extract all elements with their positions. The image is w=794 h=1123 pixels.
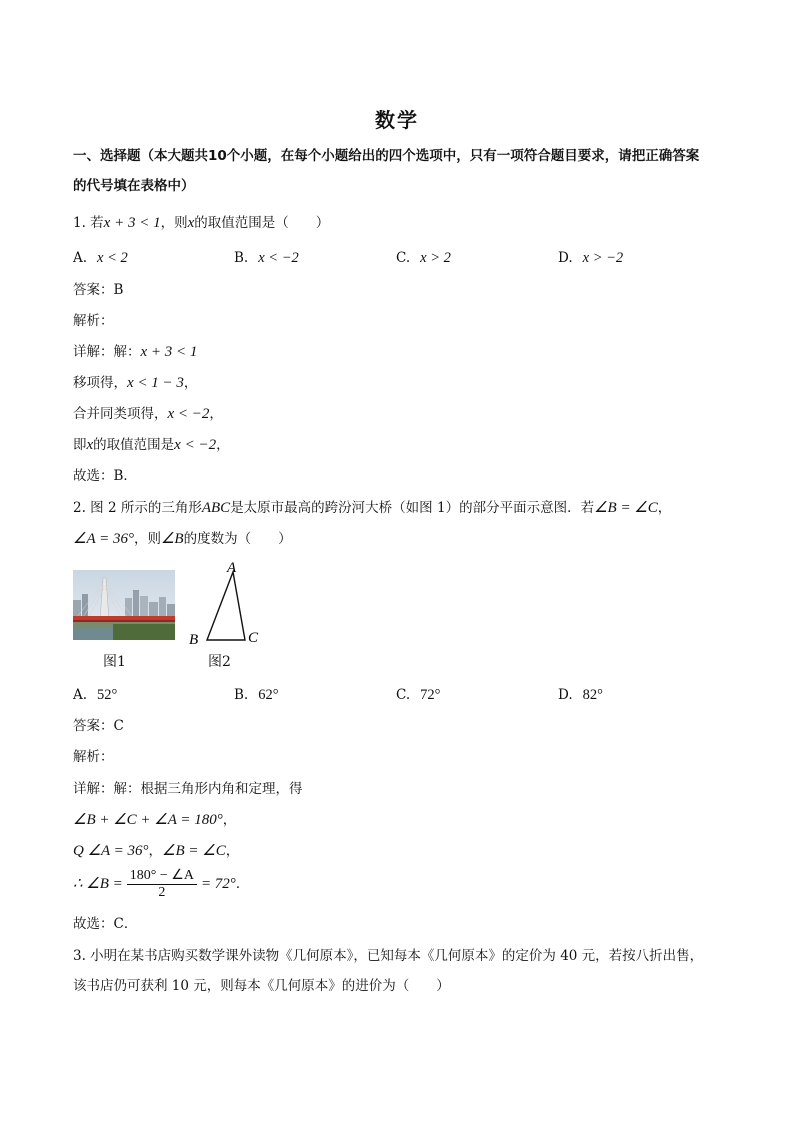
q1-option-c: C. x > 2 — [396, 250, 451, 266]
q1-step-1: 详解：解：x + 3 < 1 — [73, 344, 198, 360]
q1-option-b: B. x < −2 — [234, 250, 299, 266]
vertex-c-label: C — [248, 630, 259, 646]
question-3-stem-line2: 该书店仍可获利 10 元，则每本《几何原本》的进价为（ ） — [73, 978, 450, 994]
triangle-shape — [207, 572, 245, 640]
q1-choice: 故选：B． — [73, 468, 137, 484]
q2-option-c: C. 72° — [396, 687, 441, 703]
q2-option-b: B. 62° — [234, 687, 279, 703]
q1-option-d: D. x > −2 — [558, 250, 624, 266]
fraction: $\frac{180^\circ - \angle A}{2}$ — [127, 868, 197, 901]
section-heading-line1: 一、选择题（本大题共10个小题，在每个小题给出的四个选项中，只有一项符合题目要求，请把正确答案 — [73, 148, 700, 164]
q2-choice: 故选：C． — [73, 916, 138, 932]
bridge-photo — [73, 570, 175, 640]
q2-option-a: A. 52° — [73, 687, 118, 703]
triangle-abc-figure — [185, 558, 275, 650]
q1-answer: 答案：B — [73, 282, 124, 298]
vertex-b-label: B — [189, 632, 199, 648]
question-1-stem: 1. 若x + 3 < 1，则x的取值范围是（ ） — [73, 215, 330, 231]
q1-step-3: 合并同类项得，x < −2， — [73, 406, 223, 422]
q1-analysis-label: 解析： — [73, 313, 114, 329]
question-2-stem-line1: 2. 图 2 所示的三角形ABC是太原市最高的跨汾河大桥（如图 1）的部分平面示意图．若∠B = ∠C， — [73, 500, 672, 516]
q1-step-2: 移项得，x < 1 − 3， — [73, 375, 198, 391]
question-3-stem-line1: 3. 小明在某书店购买数学课外读物《几何原本》，已知每本《几何原本》的定价为 40 元，若按八折出售， — [73, 948, 704, 964]
q1-option-a: A. x < 2 — [73, 250, 128, 266]
q2-option-d: D. 82° — [558, 687, 603, 703]
question-2-stem-line2: ∠A = 36°，则∠B的度数为（ ） — [73, 531, 292, 547]
q2-answer: 答案：C — [73, 718, 124, 734]
vertex-a-label: A — [227, 560, 237, 576]
figure-2-caption: 图2 — [208, 654, 231, 670]
q2-step-4: ∴ ∠B = $\frac{180^\circ - \angle A}{2}$ = 72°． — [73, 868, 250, 900]
q2-analysis-label: 解析： — [73, 749, 114, 765]
q2-step-2: ∠B + ∠C + ∠A = 180°， — [73, 812, 237, 828]
section-heading-line2: 的代号填在表格中） — [73, 178, 195, 194]
q1-step-4: 即x的取值范围是x < −2， — [73, 437, 230, 453]
q2-step-1: 详解：解：根据三角形内角和定理，得 — [73, 781, 303, 797]
figure-1-caption: 图1 — [103, 654, 126, 670]
q2-step-3: Q ∠A = 36°，∠B = ∠C， — [73, 843, 240, 859]
page-title: 数学 — [375, 108, 419, 132]
